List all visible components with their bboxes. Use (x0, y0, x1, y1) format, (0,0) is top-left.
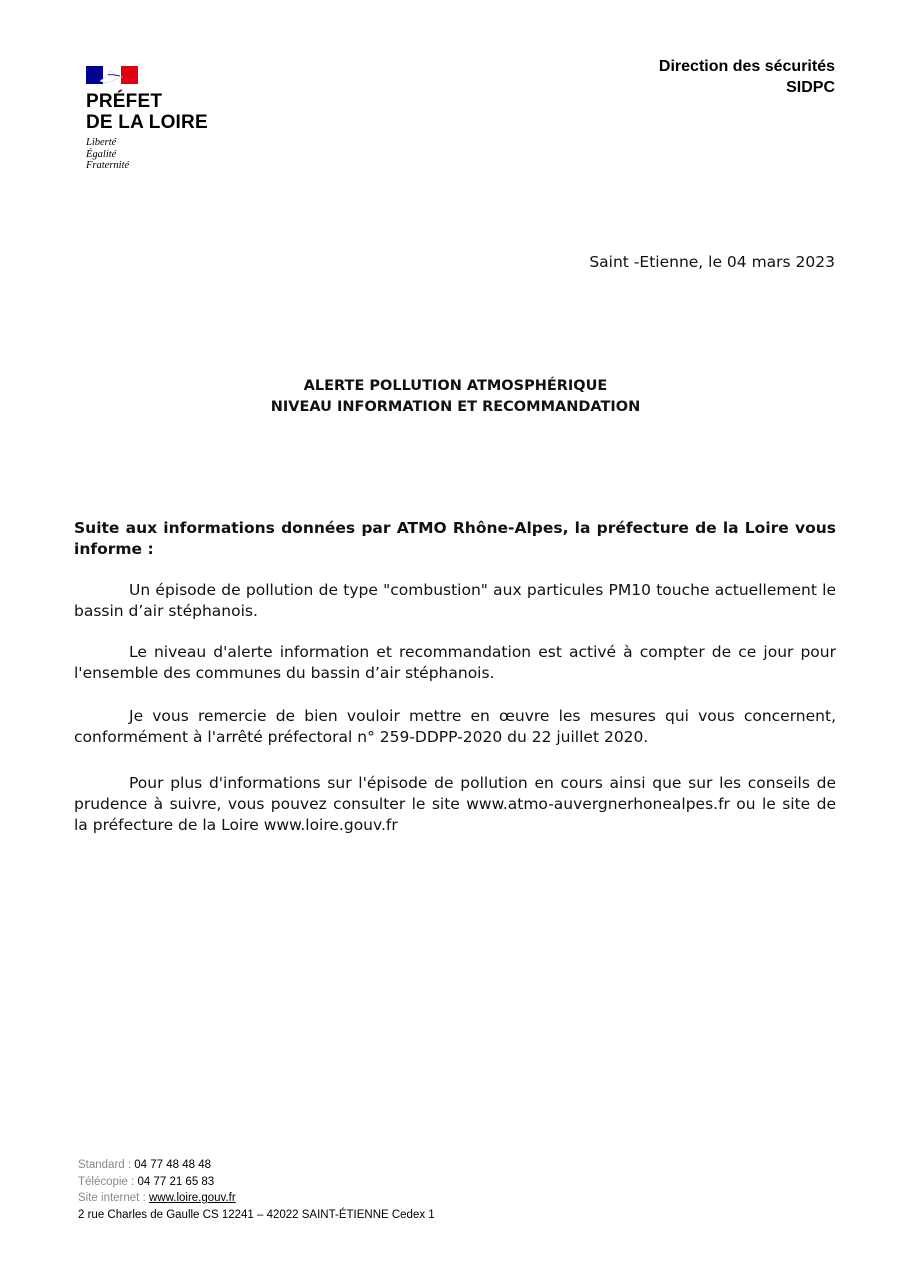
footer-website (78, 1190, 435, 1207)
website-label: Site internet : (78, 1192, 146, 1204)
paragraph-measures: Je vous remercie de bien vouloir mettre en œuvre les mesures qui vous concernent, conformément à l'arrêté préfectoral n° 259-DDPP-2020 du 22 juillet 2020. (74, 707, 836, 746)
fax-number: 04 77 21 65 83 (137, 1175, 215, 1188)
standard-phone: 04 77 48 48 48 (134, 1159, 212, 1171)
intro-paragraph: Suite aux informations données par ATMO Rhône-Alpes, la préfecture de la Loire vous informe : (74, 519, 836, 558)
motto-egalite: Égalité (86, 148, 117, 160)
footer-standard (78, 1157, 435, 1174)
website-link[interactable]: www.loire.gouv.fr (148, 1192, 236, 1204)
logo-title (86, 91, 266, 133)
standard-label: Standard : (78, 1159, 132, 1171)
document-title (0, 376, 911, 418)
department-unit: SIDPC (786, 79, 835, 96)
paragraph-alert-level: Le niveau d'alerte information et recommandation est activé à compter de ce jour pour l'ensemble des communes du bassin d’air stéphanois. (74, 643, 836, 682)
footer-address: 2 rue Charles de Gaulle CS 12241 – 42022 SAINT-ÉTIENNE Cedex 1 (78, 1208, 435, 1221)
logo-title-line2: DE LA LOIRE (86, 112, 208, 133)
document-body (74, 518, 836, 836)
motto-fraternite: Fraternité (86, 160, 130, 171)
paragraph-more-info: Pour plus d'informations sur l'épisode de pollution en cours ainsi que sur les conseils de prudence à suivre, vous pouvez consulter le site www.atmo-auvergnerhonealpes.fr ou le site de la préfecture de la Loire www.loire.gouv.fr (74, 774, 836, 834)
place-date: Saint -Etienne, le 04 mars 2023 (589, 253, 835, 271)
motto-liberte: Liberté (86, 137, 117, 148)
department-name: Direction des sécurités (658, 58, 835, 75)
logo-motto (86, 137, 266, 172)
document-title-line1: ALERTE POLLUTION ATMOSPHÉRIQUE (303, 378, 608, 394)
issuing-department (659, 56, 835, 98)
footer-fax (78, 1174, 435, 1191)
paragraph-episode: Un épisode de pollution de type "combustion" aux particules PM10 touche actuellement le bassin d’air stéphanois. (74, 581, 836, 620)
footer-contact (78, 1157, 435, 1223)
marianne-flag-icon (86, 66, 138, 84)
logo-title-line1: PRÉFET (86, 91, 163, 112)
prefecture-logo (86, 66, 266, 172)
document-title-line2: NIVEAU INFORMATION ET RECOMMANDATION (270, 399, 641, 415)
fax-label: Télécopie : (78, 1175, 135, 1188)
